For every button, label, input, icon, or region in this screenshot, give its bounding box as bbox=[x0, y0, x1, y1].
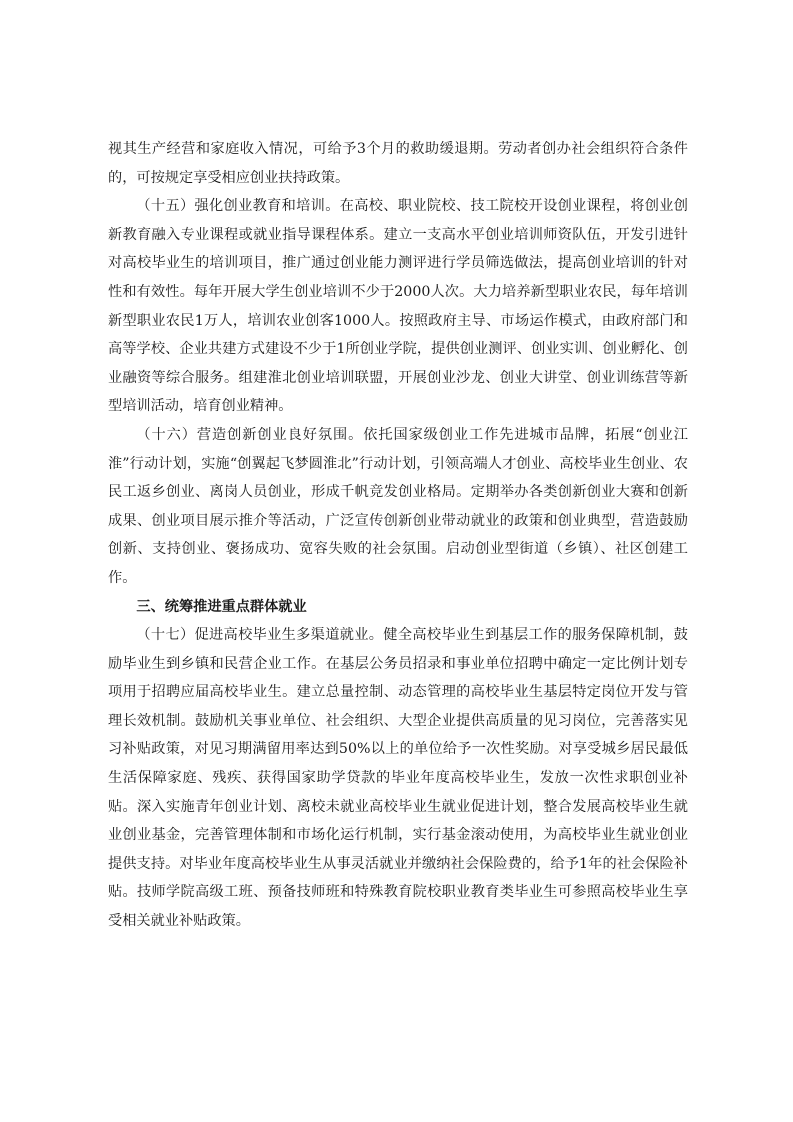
paragraph-section-16: （十六）营造创新创业良好氛围。依托国家级创业工作先进城市品牌，拓展“创业江淮”行动计划，实施“创翼起飞梦圆淮北”行动计划，引领高端人才创业、高校毕业生创业、农民工返乡创业、离岗人员创业，形成千帆竞发创业格局。定期举办各类创新创业大赛和创新成果、创业项目展示推介等活动，广泛宣传创新创业带动就业的政策和创业典型，营造鼓励创新、支持创业、褒扬成功、宽容失败的社会氛围。启动创业型街道（乡镇）、社区创建工作。 bbox=[108, 426, 688, 586]
document-body bbox=[108, 135, 688, 936]
paragraph-continued: 视其生产经营和家庭收入情况，可给予3个月的救助缓退期。劳动者创办社会组织符合条件的，可按规定享受相应创业扶持政策。 bbox=[108, 141, 688, 186]
section-heading-3: 三、统筹推进重点群体就业 bbox=[136, 598, 307, 615]
paragraph-section-15: （十五）强化创业教育和培训。在高校、职业院校、技工院校开设创业课程，将创业创新教育融入专业课程或就业指导课程体系。建立一支高水平创业培训师资队伍，开发引进针对高校毕业生的培训项目，推广通过创业能力测评进行学员筛选做法，提高创业培训的针对性和有效性。每年开展大学生创业培训不少于2000人次。大力培养新型职业农民，每年培训新型职业农民1万人，培训农业创客1000人。按照政府主导、市场运作模式，由政府部门和高等学校、企业共建方式建设不少于1所创业学院，提供创业测评、创业实训、创业孵化、创业融资等综合服务。组建淮北创业培训联盟，开展创业沙龙、创业大讲堂、创业训练营等新型培训活动，培育创业精神。 bbox=[108, 198, 688, 415]
paragraph-section-17: （十七）促进高校毕业生多渠道就业。健全高校毕业生到基层工作的服务保障机制，鼓励毕业生到乡镇和民营企业工作。在基层公务员招录和事业单位招聘中确定一定比例计划专项用于招聘应届高校毕业生。建立总量控制、动态管理的高校毕业生基层特定岗位开发与管理长效机制。鼓励机关事业单位、社会组织、大型企业提供高质量的见习岗位，完善落实见习补贴政策，对见习期满留用率达到50%以上的单位给予一次性奖励。对享受城乡居民最低生活保障家庭、残疾、获得国家助学贷款的毕业年度高校毕业生，发放一次性求职创业补贴。深入实施青年创业计划、离校未就业高校毕业生就业促进计划，整合发展高校毕业生就业创业基金，完善管理体制和市场化运行机制，实行基金滚动使用，为高校毕业生就业创业提供支持。对毕业年度高校毕业生从事灵活就业并缴纳社会保险费的，给予1年的社会保险补贴。技师学院高级工班、预备技师班和特殊教育院校职业教育类毕业生可参照高校毕业生享受相关就业补贴政策。 bbox=[108, 627, 688, 930]
